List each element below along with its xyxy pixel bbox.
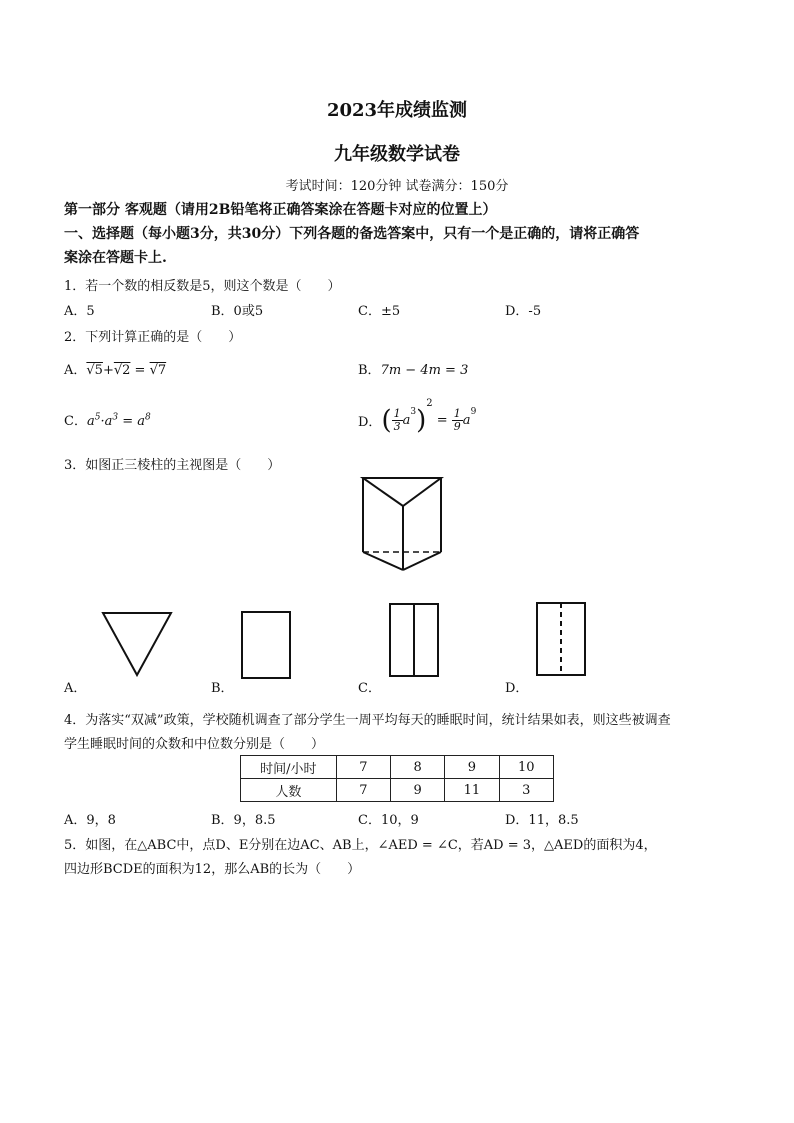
plus: + — [102, 363, 114, 378]
frac-one-third — [392, 408, 403, 433]
q4-option-b: B．9，8.5 — [211, 813, 276, 828]
dot-a: ·a — [100, 414, 113, 429]
q4-option-a: A．9，8 — [64, 813, 116, 828]
q3-option-b: B． — [211, 681, 234, 696]
sqrt5: √5 — [86, 363, 103, 378]
d-exp-3: 3 — [410, 407, 417, 417]
q3-figure-d-rect-dashed-line — [535, 601, 589, 677]
table-cell: 人数 — [241, 779, 337, 802]
sqrt2: √2 — [113, 363, 131, 378]
q3-option-c: C． — [358, 681, 381, 696]
q1-option-b: B．0或5 — [211, 304, 264, 319]
q2-option-b-expr: 7m − 4m = 3 — [380, 363, 469, 378]
d-exp-2: 2 — [426, 398, 433, 409]
table-cell: 9 — [445, 756, 499, 779]
q5-stem-line1: 5．如图，在△ABC中，点D、E分别在边AC、AB上，∠AED = ∠C，若AD = 3，△AED的面积为4， — [64, 838, 657, 853]
frac-one-ninth — [452, 408, 463, 433]
q3-option-a: A． — [64, 681, 87, 696]
q4-option-d: D．11，8.5 — [505, 813, 579, 828]
q4-stem-line1: 4．为落实“双减”政策，学校随机调查了部分学生一周平均每天的睡眠时间，统计结果如表，则这些被调查 — [64, 713, 671, 728]
q3-figure-a-triangle — [100, 610, 174, 678]
equals: = — [130, 363, 150, 378]
q3-option-d: D． — [505, 681, 529, 696]
q4-option-c: C．10，9 — [358, 813, 419, 828]
q5-stem-line2: 四边形BCDE的面积为12，那么AB的长为（ ） — [64, 862, 361, 877]
section1-heading-line2: 案涂在答题卡上. — [64, 250, 167, 266]
q2-option-a-expr — [86, 363, 166, 378]
den-3: 3 — [393, 420, 401, 433]
equals-a: = a — [118, 414, 145, 429]
q2-option-d — [358, 398, 476, 436]
table-cell: 3 — [499, 779, 553, 802]
q3-figure-c-rect-solid-line — [388, 602, 442, 678]
num-1b: 1 — [453, 407, 461, 420]
table-cell: 7 — [336, 779, 390, 802]
q2-option-a — [64, 359, 166, 378]
q1-option-c: C．±5 — [358, 304, 401, 319]
table-row — [241, 756, 554, 779]
q1-stem: 1．若一个数的相反数是5，则这个数是（ ） — [64, 279, 341, 294]
exp-5: 5 — [94, 412, 101, 423]
q2-option-a-label: A． — [64, 363, 87, 378]
num-1: 1 — [393, 407, 401, 420]
q2-option-b — [358, 359, 468, 378]
d-base-a2: a — [462, 413, 471, 428]
sleep-time-table — [240, 755, 554, 802]
table-cell: 7 — [336, 756, 390, 779]
left-paren: ( — [381, 405, 392, 436]
q2-option-d-label: D． — [358, 415, 382, 430]
q2-option-c-expr — [87, 414, 151, 429]
table-cell: 9 — [390, 779, 444, 802]
q3-stem: 3．如图正三棱柱的主视图是（ ） — [64, 458, 281, 473]
exam-info: 考试时间：120分钟 试卷满分：150分 — [285, 179, 509, 194]
q1-option-a: A．5 — [64, 304, 95, 319]
q2-option-c-label: C． — [64, 414, 87, 429]
table-cell: 8 — [390, 756, 444, 779]
q4-stem-line2: 学生睡眠时间的众数和中位数分别是（ ） — [64, 737, 325, 752]
table-cell: 10 — [499, 756, 553, 779]
sqrt7: √7 — [149, 363, 167, 378]
base-a: a — [86, 414, 95, 429]
table-cell: 11 — [445, 779, 499, 802]
section1-heading-line1: 一、选择题（每小题3分，共30分）下列各题的备选答案中，只有一个是正确的，请将正确答 — [64, 226, 640, 242]
exp-3: 3 — [112, 412, 119, 423]
d-base-a: a — [402, 413, 411, 428]
table-row — [241, 779, 554, 802]
exam-title: 2023年成绩监测 — [326, 100, 468, 121]
q1-option-d: D．-5 — [505, 304, 542, 319]
right-paren: ) — [416, 405, 427, 436]
exam-subtitle: 九年级数学试卷 — [334, 144, 460, 165]
q3-figure-b-rectangle — [240, 610, 294, 680]
part1-heading: 第一部分 客观题（请用2B铅笔将正确答案涂在答题卡对应的位置上） — [64, 202, 497, 218]
den-9: 9 — [453, 420, 461, 433]
table-cell: 时间/小时 — [241, 756, 337, 779]
d-equals: = — [432, 413, 452, 428]
q2-option-b-label: B． — [358, 363, 381, 378]
q2-stem: 2．下列计算正确的是（ ） — [64, 330, 242, 345]
exp-8: 8 — [145, 412, 151, 423]
d-exp-9: 9 — [470, 407, 477, 417]
q2-option-c — [64, 410, 151, 429]
triangular-prism-figure — [355, 470, 455, 574]
